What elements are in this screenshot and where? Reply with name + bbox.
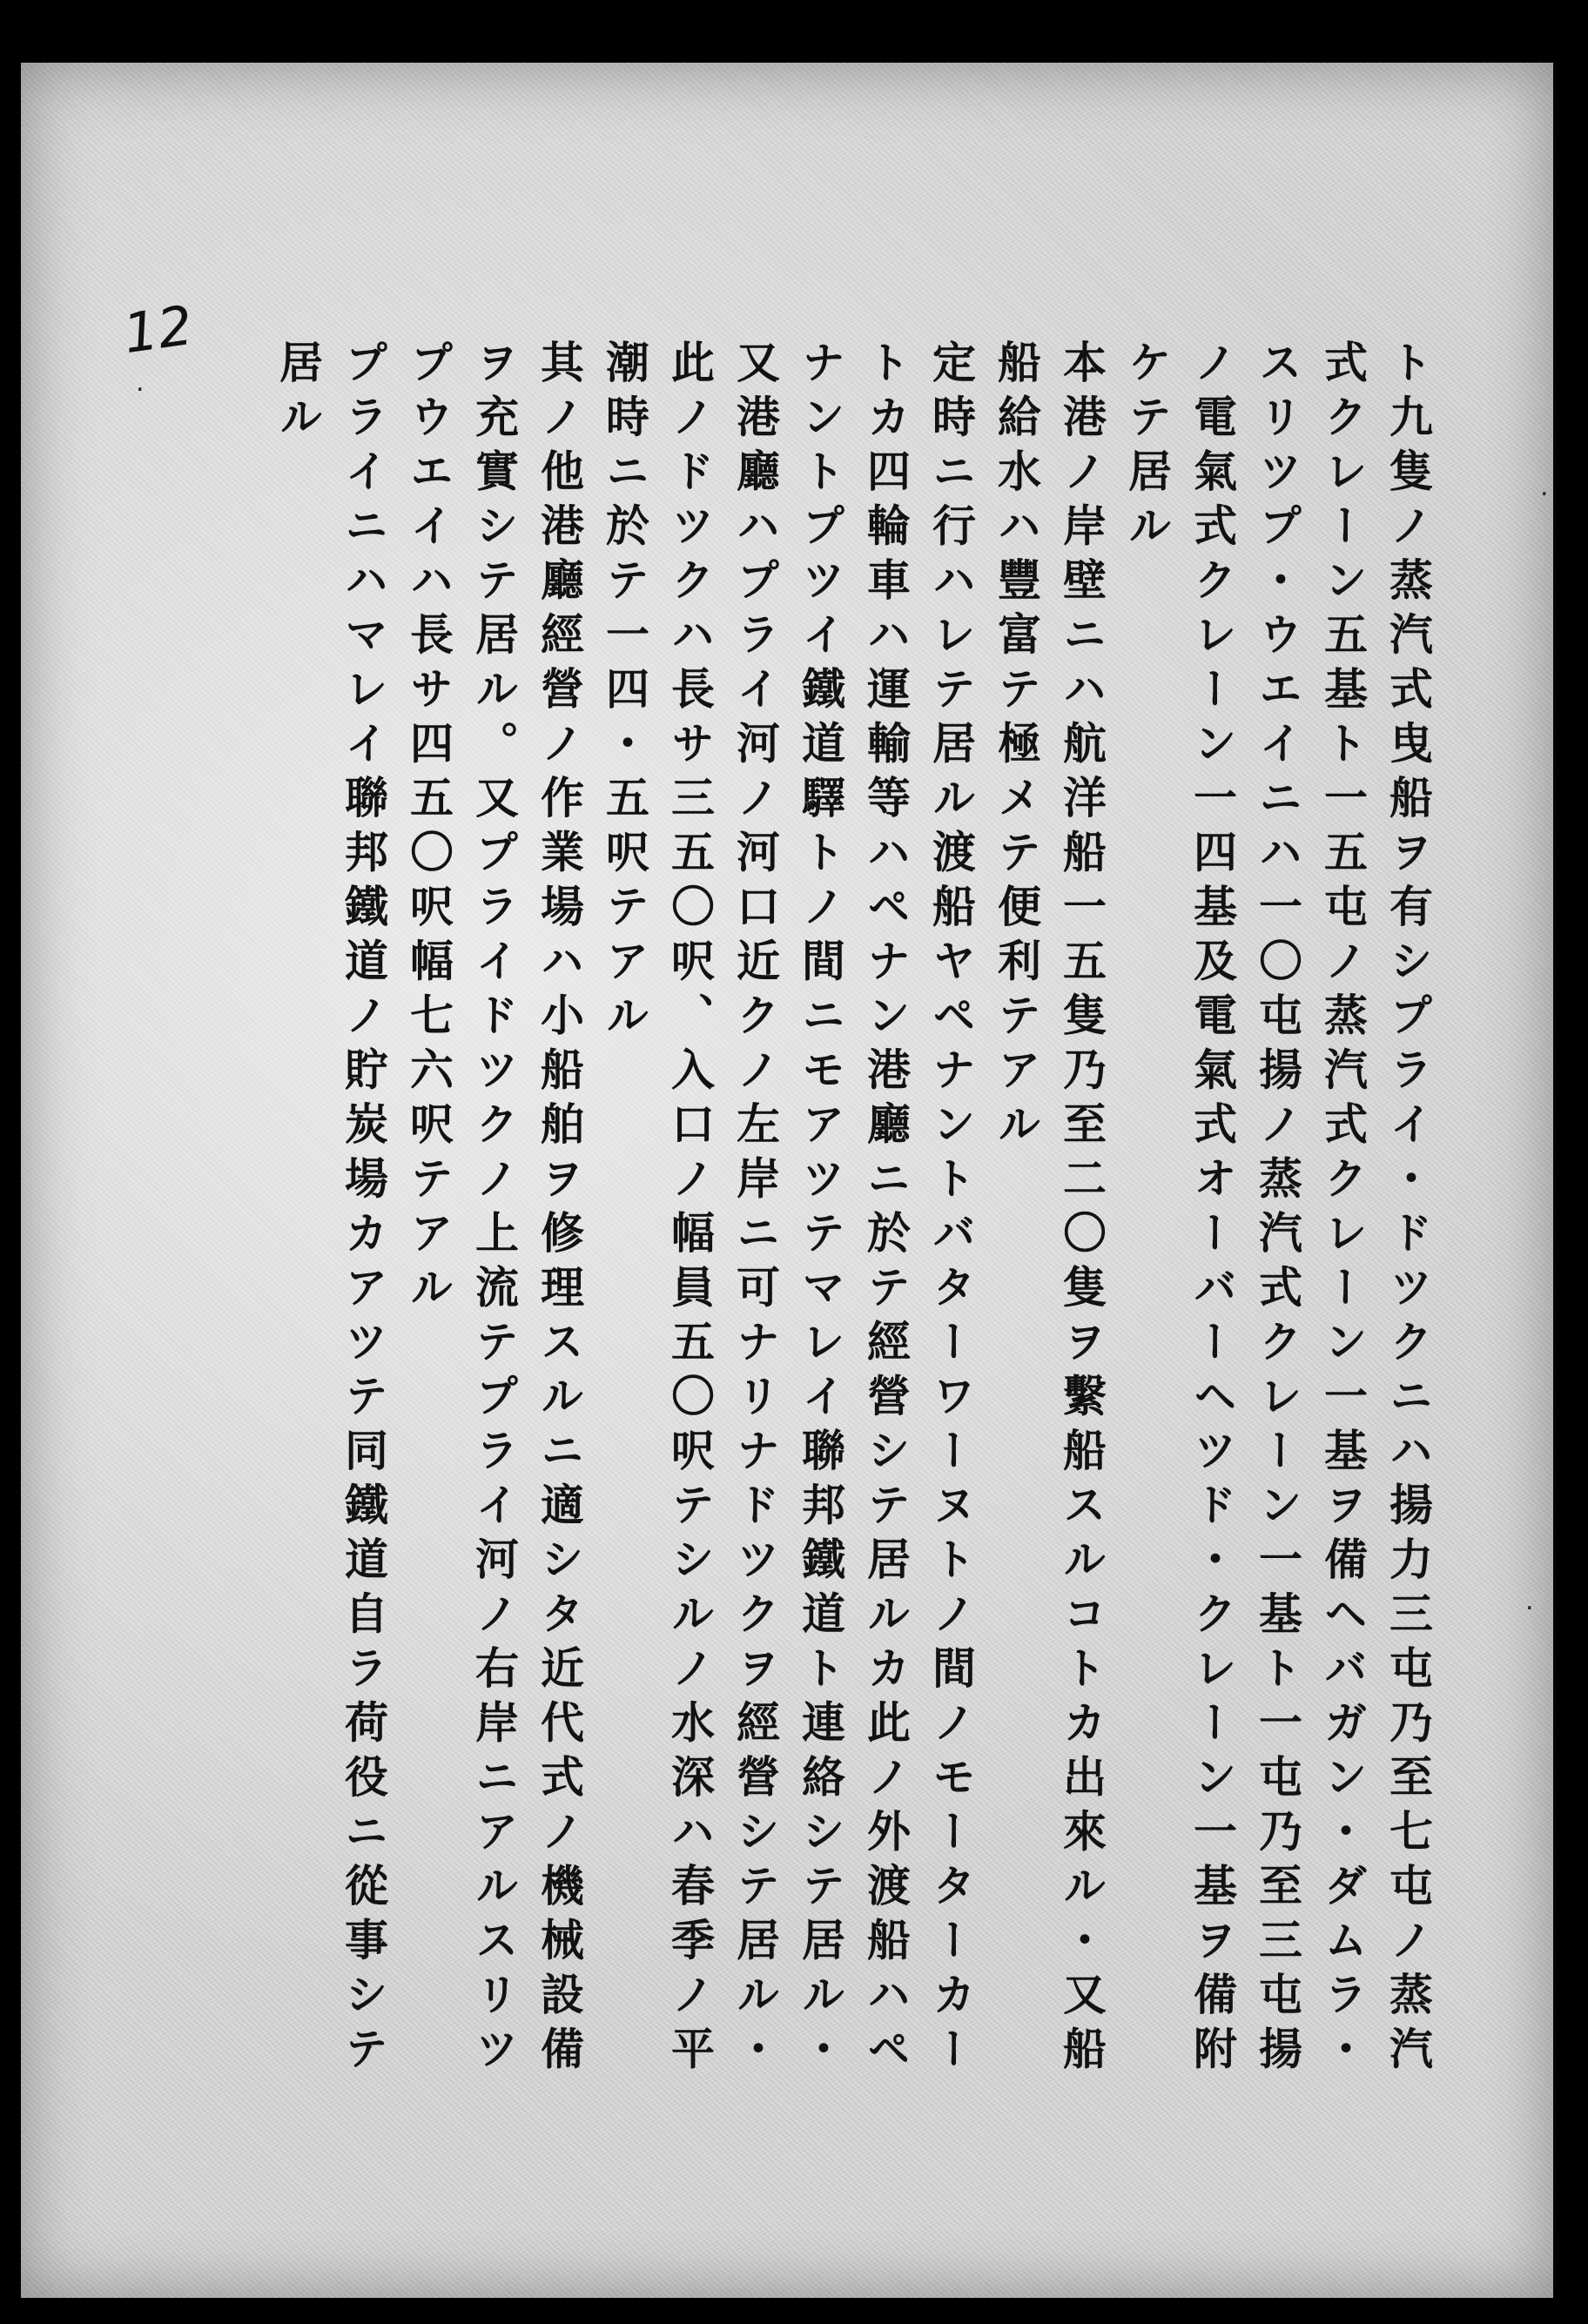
text-column: 此ノドツクハ長サ三五〇呎、入口ノ幅員五〇呎テシルノ水深ハ春季ノ平 [664, 339, 715, 2080]
vertical-body-text [178, 339, 1440, 2324]
text-column: 定時ニ行ハレテ居ル渡船ヤペナントバターワーヌトノ間ノモーターカー [925, 339, 976, 2080]
text-column: 潮時ニ於テ一四・五呎テアル [599, 339, 649, 1047]
text-column: ケテ居ル [1121, 339, 1172, 557]
text-column: ナントプツイ鐵道驛トノ間ニモアツテマレイ聯邦鐵道ト連絡シテ居ル・ [795, 339, 845, 2080]
text-column: ヲ充實シテ居ル。又プライドツクノ上流テプライ河ノ右岸ニアルスリツ [468, 339, 519, 2080]
text-column: プライニハマレイ聯邦鐵道ノ貯炭場カアツテ同鐵道自ラ荷役ニ從事シテ [338, 339, 388, 2080]
text-column: 居ル [273, 339, 323, 448]
margin-mark: . [1525, 1586, 1534, 1616]
text-column: スリツプ・ウエイニハ一〇屯揚ノ蒸汽式クレーン一基ト一屯乃至三屯揚 [1252, 339, 1302, 2080]
text-column: 又港廳ハプライ河ノ河口近クノ左岸ニ可ナリナドツクヲ經營シテ居ル・ [730, 339, 780, 2080]
text-column: ト九隻ノ蒸汽式曳船ヲ有シプライ・ドツクニハ揚力三屯乃至七屯ノ蒸汽 [1383, 339, 1433, 2080]
text-column: 本港ノ岸壁ニハ航洋船一五隻乃至二〇隻ヲ繫船スルコトカ出來ル・又船 [1056, 339, 1107, 2080]
margin-mark: . [1540, 472, 1549, 502]
text-column: 式クレーン五基ト一五屯ノ蒸汽式クレーン一基ヲ備ヘバガン・ダムラ・ [1317, 339, 1368, 2080]
margin-mark: . [136, 367, 145, 398]
text-column: 船給水ハ豐富テ極メテ便利テアル [991, 339, 1041, 1156]
text-column: ノ電氣式クレーン一四基及電氣式オーバーヘツド・クレーン一基ヲ備附 [1187, 339, 1237, 2080]
text-column: トカ四輪車ハ運輸等ハペナン港廳ニ於テ經營シテ居ルカ此ノ外渡船ハペ [860, 339, 911, 2080]
text-column: プウエイハ長サ四五〇呎幅七六呎テアル [403, 339, 454, 1319]
document-page [21, 63, 1553, 2298]
text-column: 其ノ他港廳經營ノ作業場ハ小船舶ヲ修理スルニ適シタ近代式ノ機械設備 [534, 339, 584, 2080]
page-number: 12 [119, 292, 197, 366]
